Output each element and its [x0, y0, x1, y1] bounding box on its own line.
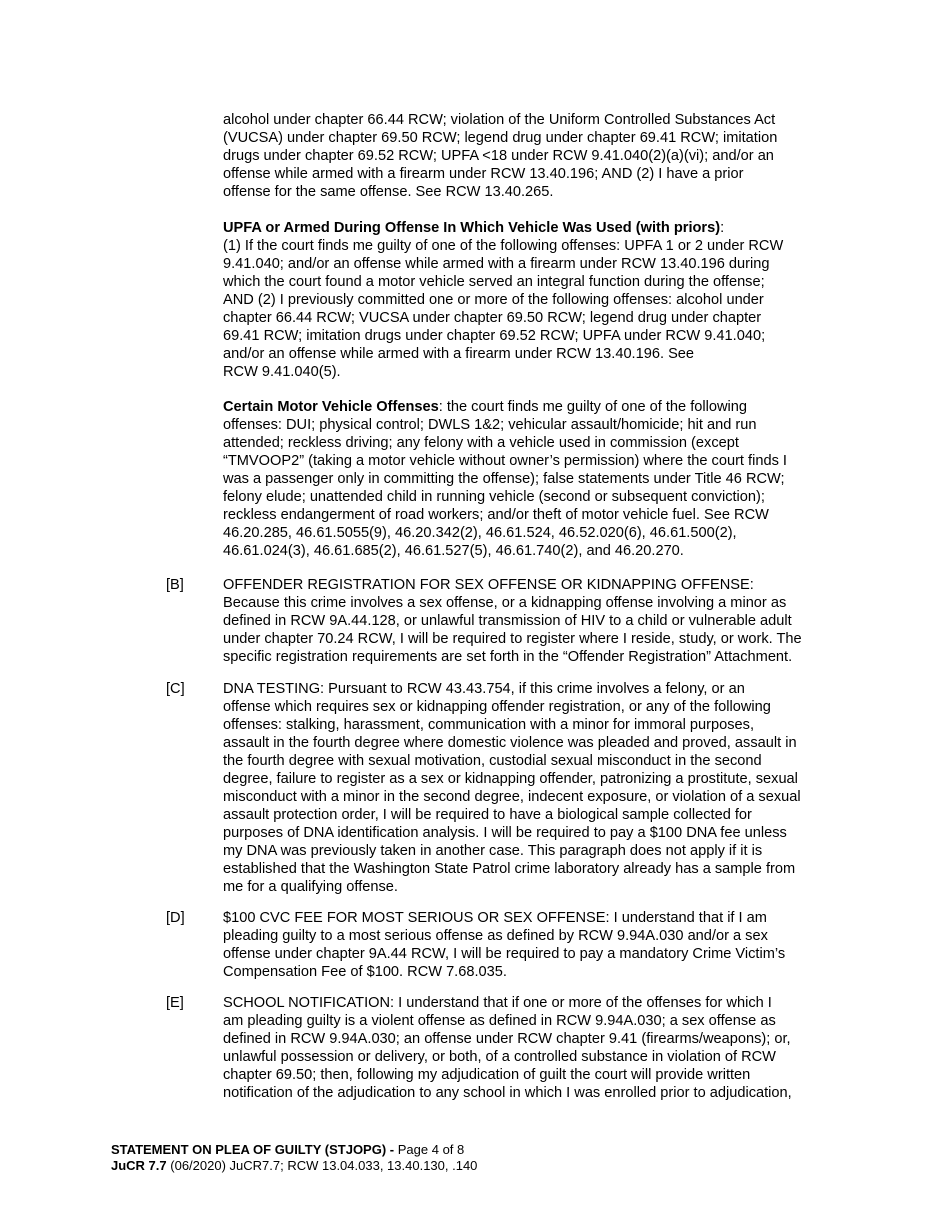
- text-line: was a passenger only in committing the offense); false statements under Title 46 RCW;: [223, 471, 785, 487]
- page-footer: [111, 1142, 477, 1174]
- item-letter: [E]: [166, 995, 184, 1011]
- footer-title: STATEMENT ON PLEA OF GUILTY (STJOPG) -: [111, 1142, 395, 1157]
- item-letter: [D]: [166, 910, 185, 926]
- text-line: 9.41.040; and/or an offense while armed with a firearm under RCW 13.40.196 during: [223, 256, 770, 272]
- text-line: my DNA was previously taken in another case. This paragraph does not apply if it is: [223, 843, 763, 859]
- text-line: the fourth degree with sexual motivation, custodial sexual misconduct in the second: [223, 753, 762, 769]
- item-body: [223, 909, 843, 981]
- text-line: DNA TESTING: Pursuant to RCW 43.43.754, if this crime involves a felony, or an: [223, 681, 745, 697]
- text-line: offense under chapter 9A.44 RCW, I will be required to pay a mandatory Crime Victim’s: [223, 946, 786, 962]
- text-line: reckless endangerment of road workers; and/or theft of motor vehicle fuel. See RCW: [223, 507, 769, 523]
- text-line: drugs under chapter 69.52 RCW; UPFA <18 under RCW 9.41.040(2)(a)(vi); and/or an: [223, 148, 774, 164]
- text-line: 46.20.285, 46.61.5055(9), 46.20.342(2), 46.61.524, 46.52.020(6), 46.61.500(2),: [223, 525, 737, 541]
- text-line: offense for the same offense. See RCW 13.40.265.: [223, 184, 554, 200]
- motor-heading-line: [223, 398, 843, 416]
- upfa-heading: UPFA or Armed During Offense In Which Vehicle Was Used (with priors): [223, 220, 721, 236]
- item-body: [223, 994, 843, 1102]
- text-line: alcohol under chapter 66.44 RCW; violation of the Uniform Controlled Substances Act: [223, 112, 776, 128]
- text-line: 46.61.024(3), 46.61.685(2), 46.61.527(5), 46.61.740(2), and 46.20.270.: [223, 543, 684, 559]
- motor-vehicle-paragraph: [223, 398, 843, 560]
- text-line: offense which requires sex or kidnapping offender registration, or any of the following: [223, 699, 771, 715]
- text-line: degree, failure to register as a sex or kidnapping offender, patronizing a prostitute, sexual: [223, 771, 798, 787]
- text-line: assault in the fourth degree where domestic violence was pleaded and proved, assault in: [223, 735, 797, 751]
- text-line: am pleading guilty is a violent offense as defined in RCW 9.94A.030; a sex offense as: [223, 1013, 776, 1029]
- motor-heading-rest: : the court finds me guilty of one of the following: [438, 399, 747, 415]
- text-line: chapter 66.44 RCW; VUCSA under chapter 69.50 RCW; legend drug under chapter: [223, 310, 762, 326]
- text-line: chapter 69.50; then, following my adjudication of guilt the court will provide written: [223, 1067, 751, 1083]
- text-line: offenses: stalking, harassment, communication with a minor for immoral purposes,: [223, 717, 755, 733]
- text-line: $100 CVC FEE FOR MOST SERIOUS OR SEX OFFENSE: I understand that if I am: [223, 910, 767, 926]
- text-line: RCW 9.41.040(5).: [223, 364, 341, 380]
- text-line: purposes of DNA identification analysis. I will be required to pay a $100 DNA fee unless: [223, 825, 787, 841]
- text-line: misconduct with a minor in the second degree, indecent exposure, or violation of a sexual: [223, 789, 801, 805]
- text-line: Because this crime involves a sex offense, or a kidnapping offense involving a minor as: [223, 595, 787, 611]
- upfa-paragraph: [223, 219, 843, 381]
- text-line: AND (2) I previously committed one or more of the following offenses: alcohol under: [223, 292, 764, 308]
- text-line: notification of the adjudication to any school in which I was enrolled prior to adjudication,: [223, 1085, 792, 1101]
- footer-title-line: [111, 1142, 477, 1158]
- text-line: defined in RCW 9.94A.030; an offense under RCW chapter 9.41 (firearms/weapons); or,: [223, 1031, 791, 1047]
- text-line: OFFENDER REGISTRATION FOR SEX OFFENSE OR KIDNAPPING OFFENSE:: [223, 577, 754, 593]
- text-line: established that the Washington State Patrol crime laboratory already has a sample from: [223, 861, 796, 877]
- text-line: felony elude; unattended child in running vehicle (second or subsequent conviction);: [223, 489, 765, 505]
- upfa-heading-suffix: :: [720, 220, 725, 236]
- text-line: unlawful possession or delivery, or both, of a controlled substance in violation of RCW: [223, 1049, 776, 1065]
- footer-rule: JuCR 7.7: [111, 1158, 167, 1173]
- footer-rule-citation: (06/2020) JuCR7.7; RCW 13.04.033, 13.40.130, .140: [170, 1158, 478, 1173]
- text-line: attended; reckless driving; any felony with a vehicle used in commission (except: [223, 435, 739, 451]
- text-line: me for a qualifying offense.: [223, 879, 398, 895]
- continuation-paragraph: [223, 111, 843, 201]
- text-line: assault protection order, I will be required to have a biological sample collected for: [223, 807, 752, 823]
- upfa-heading-line: [223, 219, 843, 237]
- text-line: offenses: DUI; physical control; DWLS 1&2; vehicular assault/homicide; hit and run: [223, 417, 757, 433]
- text-line: SCHOOL NOTIFICATION: I understand that if one or more of the offenses for which I: [223, 995, 772, 1011]
- text-line: (VUCSA) under chapter 69.50 RCW; legend drug under chapter 69.41 RCW; imitation: [223, 130, 778, 146]
- text-line: and/or an offense while armed with a firearm under RCW 13.40.196. See: [223, 346, 695, 362]
- footer-page-number: Page 4 of 8: [397, 1142, 465, 1157]
- text-line: Compensation Fee of $100. RCW 7.68.035.: [223, 964, 507, 980]
- text-line: (1) If the court finds me guilty of one of the following offenses: UPFA 1 or 2 under RCW: [223, 238, 784, 254]
- footer-rule-line: [111, 1158, 477, 1174]
- text-line: “TMVOOP2” (taking a motor vehicle without owner’s permission) where the court finds I: [223, 453, 787, 469]
- item-letter: [C]: [166, 681, 185, 697]
- text-line: defined in RCW 9A.44.128, or unlawful transmission of HIV to a child or vulnerable adult: [223, 613, 792, 629]
- item-body: [223, 680, 843, 896]
- text-line: pleading guilty to a most serious offense as defined by RCW 9.94A.030 and/or a sex: [223, 928, 768, 944]
- item-letter: [B]: [166, 577, 184, 593]
- text-line: specific registration requirements are set forth in the “Offender Registration” Attachment.: [223, 649, 793, 665]
- text-line: under chapter 70.24 RCW, I will be required to register where I reside, study, or work. The: [223, 631, 802, 647]
- text-line: 69.41 RCW; imitation drugs under chapter 69.52 RCW; UPFA under RCW 9.41.040;: [223, 328, 766, 344]
- motor-heading: Certain Motor Vehicle Offenses: [223, 399, 439, 415]
- item-body: [223, 576, 843, 666]
- text-line: offense while armed with a firearm under RCW 13.40.196; AND (2) I have a prior: [223, 166, 744, 182]
- text-line: which the court found a motor vehicle served an integral function during the offense;: [223, 274, 765, 290]
